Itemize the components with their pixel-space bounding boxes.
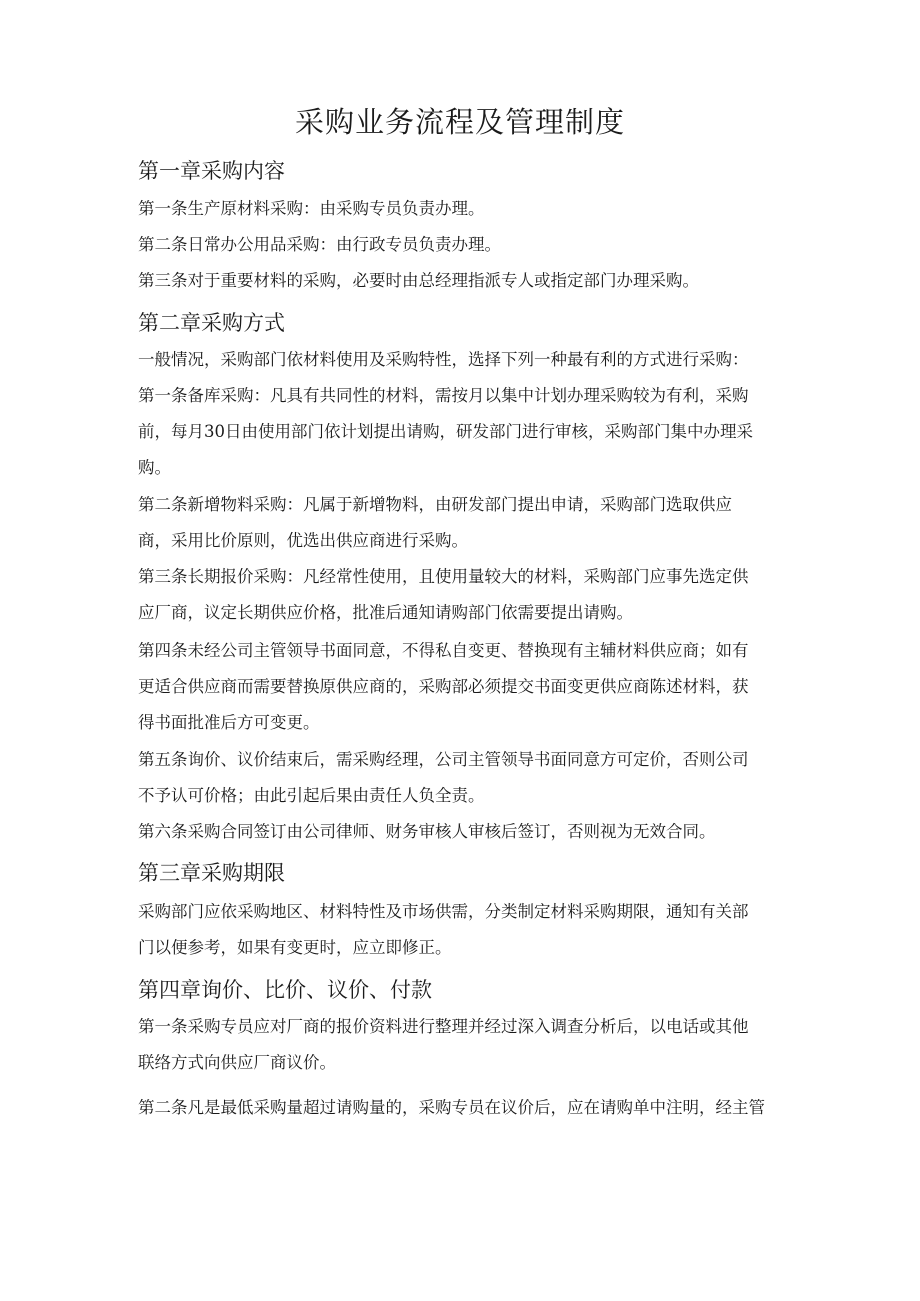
- paragraph-line: 更适合供应商而需要替换原供应商的，采购部必须提交书面变更供应商陈述材料，获: [138, 677, 749, 696]
- paragraph-line: 应厂商，议定长期供应价格，批准后通知请购部门依需要提出请购。: [138, 603, 633, 622]
- paragraph-line: 第一条采购专员应对厂商的报价资料进行整理并经过深入调查分析后，以电话或其他: [138, 1017, 749, 1036]
- paragraph-line: 第五条询价、议价结束后，需采购经理，公司主管领导书面同意方可定价，否则公司: [138, 750, 749, 769]
- paragraph-line: 第二条新增物料采购：凡属于新增物料，由研发部门提出申请，采购部门选取供应: [138, 495, 732, 514]
- paragraph-line: 第二条日常办公用品采购：由行政专员负责办理。: [138, 235, 501, 254]
- paragraph-line: 第一条备库采购：凡具有共同性的材料，需按月以集中计划办理采购较为有利，采购: [138, 386, 749, 405]
- paragraph-line: 第六条采购合同签订由公司律师、财务审核人审核后签订，否则视为无效合同。: [138, 822, 716, 841]
- paragraph-line: 购。: [138, 458, 171, 477]
- paragraph-line: 第二条凡是最低采购量超过请购量的，采购专员在议价后，应在请购单中注明，经主管: [138, 1098, 765, 1117]
- paragraph-line: 得书面批准后方可变更。: [138, 713, 320, 732]
- paragraph-line: 联络方式向供应厂商议价。: [138, 1053, 336, 1072]
- chapter-3-heading: 第三章采购期限: [138, 861, 285, 885]
- document-title: 采购业务流程及管理制度: [294, 105, 625, 139]
- chapter-1-heading: 第一章采购内容: [138, 159, 285, 183]
- paragraph-line: 第三条对于重要材料的采购，必要时由总经理指派专人或指定部门办理采购。: [138, 271, 699, 290]
- chapter-2-heading: 第二章采购方式: [138, 311, 285, 335]
- paragraph-line: 门以便参考，如果有变更时，应立即修正。: [138, 938, 452, 957]
- chapter-4-heading: 第四章询价、比价、议价、付款: [138, 978, 432, 1002]
- paragraph-line: 不予认可价格；由此引起后果由责任人负全责。: [138, 786, 485, 805]
- paragraph-line: 第一条生产原材料采购：由采购专员负责办理。: [138, 199, 485, 218]
- paragraph-line: 第三条长期报价采购：凡经常性使用，且使用量较大的材料，采购部门应事先选定供: [138, 567, 749, 586]
- paragraph-line: 前，每月30日由使用部门依计划提出请购，研发部门进行审核，采购部门集中办理采: [138, 422, 753, 441]
- paragraph-line: 第四条未经公司主管领导书面同意，不得私自变更、替换现有主辅材料供应商；如有: [138, 641, 749, 660]
- paragraph-line: 采购部门应依采购地区、材料特性及市场供需，分类制定材料采购期限，通知有关部: [138, 902, 749, 921]
- paragraph-line: 商，采用比价原则，优选出供应商进行采购。: [138, 531, 468, 550]
- paragraph-line: 一般情况，采购部门依材料使用及采购特性，选择下列一种最有利的方式进行采购：: [138, 350, 749, 369]
